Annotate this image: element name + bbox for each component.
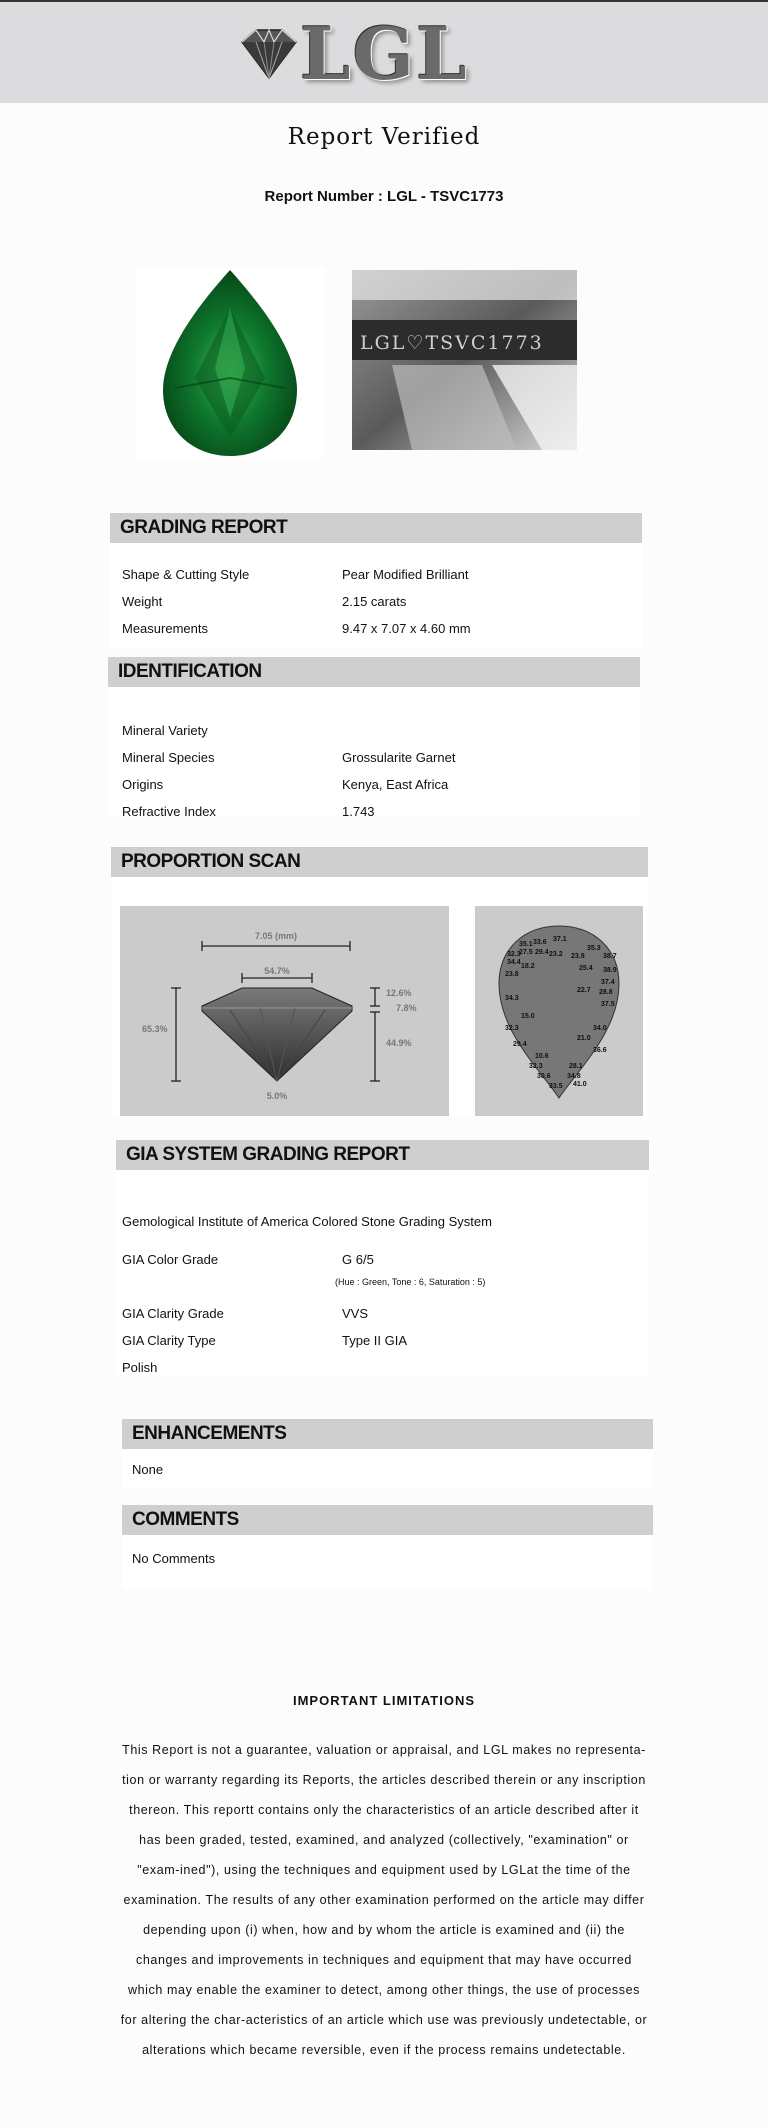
- measurements-value: 9.47 x 7.07 x 4.60 mm: [342, 621, 471, 636]
- facet-value: 35.3: [587, 945, 601, 952]
- page-title: Report Verified: [287, 124, 481, 150]
- mineral-species-label: Mineral Species: [122, 750, 215, 765]
- facet-value: 21.0: [577, 1035, 591, 1042]
- mineral-species-value: Grossularite Garnet: [342, 750, 456, 765]
- total-depth-label: 65.3%: [142, 1024, 168, 1034]
- enhancements-heading: ENHANCEMENTS: [122, 1419, 653, 1449]
- lgl-logo: [234, 11, 494, 96]
- limitations-text: This Report is not a guarantee, valuation or appraisal, and LGL makes no representa-tion or warranty regarding its Reports, the articles described therein or any inscription thereon. This reportt contains only the characteristics of an article described after it has been graded, tested, examined, and analyzed (collectively, "examination" or "exam-ined"), using the techniques and equipment used by LGLat the time of the examination. The results of any other examination performed on the article may differ depending upon (i) when, how and by whom the article is examined and (ii) the changes and improvements in techniques and equipment that may have occurred which may enable the examiner to detect, among other things, the use of processes for altering the char-acteristics of an article which use was previously undetectable, or alterations which became reversible, even if the process remains undetectable.: [120, 1743, 648, 2057]
- gia-clarity-type-label: GIA Clarity Type: [122, 1333, 216, 1348]
- facet-value: 38.9: [603, 967, 617, 974]
- inscription-text: LGL♡TSVC1773: [360, 332, 544, 354]
- gia-color-grade-value: G 6/5: [342, 1252, 374, 1267]
- enhancements-section: [122, 1419, 653, 1487]
- facet-value: 28.1: [569, 1063, 583, 1070]
- facet-value: 34.8: [567, 1073, 581, 1080]
- report-number: Report Number : LGL - TSVC1773: [264, 188, 504, 205]
- gemstone-photo: [135, 268, 325, 458]
- weight-label: Weight: [122, 594, 163, 609]
- facet-value: 37.1: [553, 936, 567, 943]
- logo-text: LGL: [300, 11, 469, 96]
- facet-value: 38.7: [603, 953, 617, 960]
- facet-value: 28.8: [599, 989, 613, 996]
- facet-value: 34.3: [505, 995, 519, 1002]
- facet-value: 22.7: [577, 987, 591, 994]
- width-label: 7.05 (mm): [254, 931, 298, 941]
- facet-value: 29.4: [535, 949, 549, 956]
- gia-grading-section: [116, 1140, 649, 1375]
- pavilion-label: 44.9%: [386, 1038, 412, 1048]
- facet-value: 32.3: [505, 1025, 519, 1032]
- weight-value: 2.15 carats: [342, 594, 407, 609]
- facet-value: 25.4: [579, 965, 593, 972]
- facet-value: 41.0: [573, 1081, 587, 1088]
- diamond-logo-icon: [234, 24, 304, 84]
- facet-value: 23.2: [549, 951, 563, 958]
- facet-value: 29.4: [513, 1041, 527, 1048]
- enhancements-value: None: [132, 1462, 164, 1477]
- facet-value: 10.6: [535, 1053, 549, 1060]
- gia-color-note: (Hue : Green, Tone : 6, Saturation : 5): [335, 1277, 486, 1287]
- facet-value: 34.4: [507, 959, 521, 966]
- facet-value: 35.1: [519, 941, 533, 948]
- facet-value: 36.6: [593, 1047, 607, 1054]
- inscription-photo: [352, 270, 577, 450]
- facet-value: 37.4: [601, 979, 615, 986]
- gia-grading-heading: GIA SYSTEM GRADING REPORT: [116, 1140, 649, 1170]
- girdle-label: 7.8%: [396, 1003, 417, 1013]
- proportion-scan-section: [111, 847, 648, 1117]
- crown-label: 12.6%: [386, 988, 412, 998]
- origins-value: Kenya, East Africa: [342, 777, 449, 792]
- facet-value: 33.5: [549, 1083, 563, 1090]
- limitations-heading: IMPORTANT LIMITATIONS: [292, 1693, 476, 1708]
- facet-value: 34.0: [593, 1025, 607, 1032]
- facet-value: 32.3: [507, 951, 521, 958]
- identification-heading: IDENTIFICATION: [108, 657, 640, 687]
- identification-section: [108, 657, 640, 817]
- facet-value: 15.0: [521, 1013, 535, 1020]
- top-view-diagram: [475, 906, 643, 1116]
- facet-value: 33.6: [533, 939, 547, 946]
- facet-value: 23.9: [571, 953, 585, 960]
- measurements-label: Measurements: [122, 621, 208, 636]
- gia-clarity-type-value: Type II GIA: [342, 1333, 408, 1348]
- gia-color-grade-label: GIA Color Grade: [122, 1252, 219, 1267]
- facet-value: 37.5: [601, 1001, 615, 1008]
- refractive-index-value: 1.743: [342, 804, 375, 819]
- comments-section: [122, 1505, 653, 1590]
- mineral-variety-label: Mineral Variety: [122, 723, 208, 738]
- polish-label: Polish: [122, 1360, 158, 1375]
- gia-clarity-grade-value: VVS: [342, 1306, 369, 1321]
- origins-label: Origins: [122, 777, 164, 792]
- shape-value: Pear Modified Brilliant: [342, 567, 469, 582]
- grading-report-section: [110, 513, 642, 648]
- comments-value: No Comments: [132, 1551, 216, 1566]
- comments-heading: COMMENTS: [122, 1505, 653, 1535]
- facet-value: 18.2: [521, 963, 535, 970]
- table-label: 54.7%: [264, 966, 290, 976]
- proportion-scan-heading: PROPORTION SCAN: [111, 847, 648, 877]
- shape-label: Shape & Cutting Style: [122, 567, 250, 582]
- facet-value: 27.5: [519, 949, 533, 956]
- gia-system-name: Gemological Institute of America Colored Stone Grading System: [122, 1214, 492, 1229]
- gia-clarity-grade-label: GIA Clarity Grade: [122, 1306, 224, 1321]
- culet-label: 5.0%: [266, 1091, 288, 1101]
- refractive-index-label: Refractive Index: [122, 804, 216, 819]
- grading-report-heading: GRADING REPORT: [110, 513, 642, 543]
- header-bar: [0, 0, 768, 103]
- facet-value: 30.6: [537, 1073, 551, 1080]
- facet-value: 32.3: [529, 1063, 543, 1070]
- profile-diagram: [120, 906, 449, 1116]
- facet-value: 23.8: [505, 971, 519, 978]
